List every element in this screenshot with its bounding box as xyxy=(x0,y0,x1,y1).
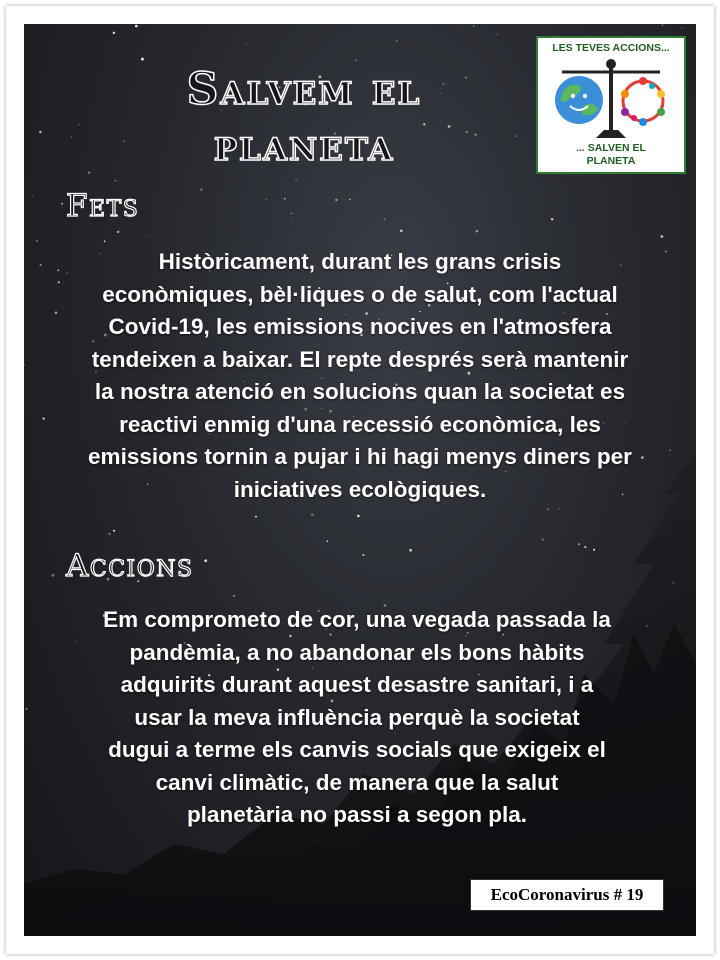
title-line-2: planeta xyxy=(213,120,395,171)
fets-line: emissions tornin a pujar i hi hagi menys diners per xyxy=(88,444,632,469)
poster xyxy=(24,24,696,936)
fets-paragraph xyxy=(32,246,688,506)
accions-line: usar la meva influència perquè la societat xyxy=(134,704,580,730)
accions-line: planetària no passi a segon pla. xyxy=(186,802,528,827)
logo-bottom-line-2: PLANETA xyxy=(586,155,636,167)
scale-earth-people-icon xyxy=(546,56,676,142)
logo-bottom-text xyxy=(538,142,684,168)
section-heading-fets: Fets xyxy=(66,188,140,224)
fets-line: econòmiques, bèl·liques o de salut, com l'actual xyxy=(102,281,618,307)
accions-line: Em comprometo de cor, una vegada passada la xyxy=(103,607,611,632)
accions-line: canvi climàtic, de manera que la salut xyxy=(155,769,559,795)
fets-line: la nostra atenció en solucions quan la societat es xyxy=(94,379,626,404)
accions-line: adquirits durant aquest desastre sanitari, i a xyxy=(120,672,594,697)
fets-line: iniciatives ecològiques. xyxy=(233,476,487,502)
fets-line: Covid-19, les emissions nocives en l'atmosfera xyxy=(108,314,612,339)
section-heading-accions: Accions xyxy=(66,548,194,584)
accions-line: pandèmia, a no abandonar els bons hàbits xyxy=(129,639,585,665)
accions-paragraph xyxy=(52,604,662,832)
page-title xyxy=(124,62,484,174)
campaign-logo xyxy=(536,36,686,174)
fets-line: reactivi enmig d'una recessió econòmica, les xyxy=(119,411,601,437)
logo-top-text: LES TEVES ACCIONS... xyxy=(552,42,670,54)
accions-line: dugui a terme els canvis socials que exigeix el xyxy=(108,737,606,762)
fets-line: tendeixen a baixar. El repte després serà mantenir xyxy=(91,346,629,372)
title-line-1: Salvem el xyxy=(186,64,422,115)
fets-line: Històricament, durant les grans crisis xyxy=(158,249,562,274)
logo-bottom-line-1: ... SALVEN EL xyxy=(576,142,646,154)
eco-coronavirus-tag: EcoCoronavirus # 19 xyxy=(470,879,664,911)
